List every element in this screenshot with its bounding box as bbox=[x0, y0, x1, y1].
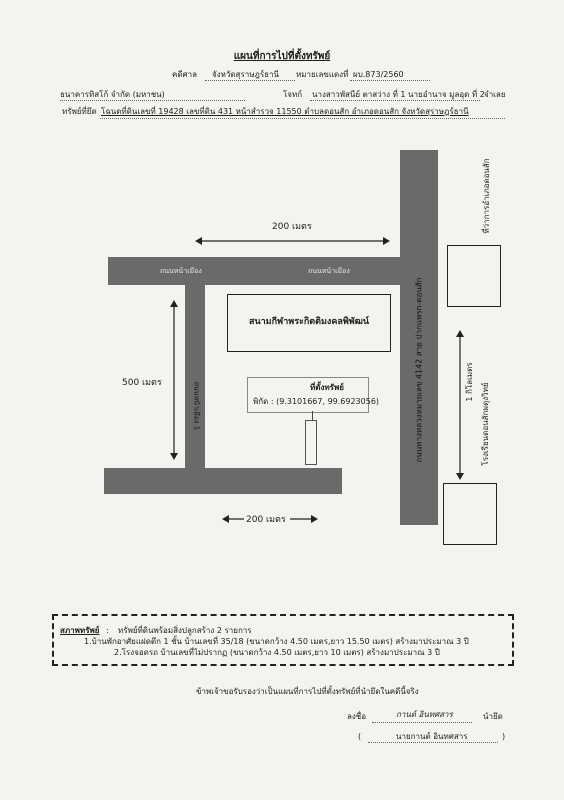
condition-intro: ทรัพย์ที่ดินพร้อมสิ่งปลูกสร้าง 2 รายการ bbox=[118, 626, 252, 635]
distance-right-arrow bbox=[454, 330, 466, 480]
signature-line bbox=[372, 722, 472, 723]
distance-bottom-label: 200 เมตร bbox=[246, 515, 286, 525]
condition-label: สภาพทรัพย์ bbox=[60, 626, 100, 635]
signer-role: นำยึด bbox=[483, 712, 503, 721]
certify-text: ข้าพเจ้าขอรับรองว่าเป็นแผนที่การไปที่ตั้งทรัพย์ที่นำยึดในคดีนี้จริง bbox=[196, 687, 419, 696]
distance-bottom-arrow-left bbox=[222, 513, 244, 525]
road-bottom bbox=[104, 468, 342, 494]
distance-top-arrow bbox=[195, 235, 390, 247]
case-value: ผบ.873/2560 bbox=[353, 70, 404, 79]
road-na-mueang bbox=[108, 257, 438, 285]
district-office-label: ที่ว่าการอำเภอดอนสัก bbox=[482, 158, 491, 234]
printed-name-line bbox=[368, 742, 498, 743]
condition-item-1: 1.บ้านพักอาศัยแฝดตึก 1 ชั้น บ้านเลขที่ 35/18 (ขนาดกว้าง 4.50 เมตร,ยาว 15.50 เมตร) สร้างมาประมาณ 3 ปี bbox=[84, 637, 469, 646]
distance-left-label: 500 เมตร bbox=[122, 378, 162, 388]
court-underline bbox=[205, 80, 295, 81]
defendant-suffix: จำเลย bbox=[484, 90, 506, 99]
stadium-box bbox=[227, 294, 391, 352]
defendant-value: นางสาวพัสนีย์ ตาสว่าง ที่ 1 นายอำนาจ มูลอุด ที่ 2 bbox=[312, 90, 485, 99]
close-paren: ) bbox=[502, 732, 506, 741]
road-label-top-right: ถนนหน้าเมือง bbox=[308, 267, 350, 275]
defendant-underline bbox=[310, 100, 480, 101]
stadium-label: สนามกีฬาพระกิตติมงคลพิพัฒน์ bbox=[248, 317, 370, 327]
road-na-mueang-1 bbox=[185, 285, 205, 468]
property-parcel bbox=[305, 420, 317, 465]
condition-item-2: 2.โรงจอดรถ บ้านเลขที่ไม่ปรากฏ (ขนาดกว้าง 4.50 เมตร,ยาว 10 เมตร) สร้างมาประมาณ 3 ปี bbox=[114, 648, 440, 657]
sign-label: ลงชื่อ bbox=[347, 712, 367, 721]
defendant-label: โจทก์ bbox=[283, 90, 303, 99]
case-underline bbox=[350, 80, 430, 81]
court-value: จังหวัดสุราษฎร์ธานี bbox=[212, 70, 280, 79]
road-label-side: ถนนหน้าเมือง 1 bbox=[192, 381, 201, 431]
property-condition-box: สภาพทรัพย์ : ทรัพย์ที่ดินพร้อมสิ่งปลูกสร้าง 2 รายการ 1.บ้านพักอาศัยแฝดตึก 1 ชั้น บ้านเลขที่ 35/18 (ขนาดกว้าง 4.50 เมตร,ยาว 15.50 เมตร) สร้างมาประมาณ 3 ปี 2.โรงจอดรถ บ้านเลขที่ไม่ปรากฏ (ขนาดกว้าง 4.50 เมตร,ยาว 10 เมตร) สร้างมาประมาณ 3 ปี bbox=[52, 614, 514, 666]
signature: กานต์ อินทศสาร bbox=[396, 710, 453, 719]
property-underline bbox=[100, 118, 505, 119]
school-label: โรงเรียนดอนสักผดุงวิทย์ bbox=[481, 382, 490, 466]
distance-bottom-arrow-right bbox=[290, 513, 318, 525]
school-box bbox=[443, 483, 497, 545]
road-label-top-left: ถนนหน้าเมือง bbox=[160, 267, 202, 275]
open-paren: ( bbox=[358, 732, 362, 741]
printed-name: นายกานต์ อินทศสาร bbox=[396, 732, 468, 741]
court-label: คดีศาล bbox=[172, 70, 198, 79]
highway-label: ถนนทางหลวงหมายเลข 4142 สาย ปากแพรก-ดอนสัก bbox=[414, 277, 424, 463]
plaintiff-underline bbox=[60, 100, 245, 101]
property-coords: พิกัด : (9.3101667, 99.6923056) bbox=[253, 397, 380, 406]
property-value: โฉนดที่ดินเลขที่ 19428 เลขที่ดิน 431 หน้าสำรวจ 11550 ตำบลดอนสัก อำเภอดอนสัก จังหวัดสุราษฎร์ธานี bbox=[101, 107, 469, 116]
distance-top-label: 200 เมตร bbox=[272, 222, 312, 232]
case-label: หมายเลขแดงที่ bbox=[296, 70, 349, 79]
distance-left-arrow bbox=[168, 300, 180, 460]
district-office-box bbox=[447, 245, 501, 307]
distance-right-label: 1 กิโลเมตร bbox=[465, 362, 474, 402]
property-title: ที่ตั้งทรัพย์ bbox=[310, 383, 344, 392]
plaintiff-value: ธนาคารทิสโก้ จำกัด (มหาชน) bbox=[60, 90, 165, 99]
page-title: แผนที่การไปที่ตั้งทรัพย์ bbox=[233, 51, 331, 62]
property-label: ทรัพย์ที่ยึด bbox=[62, 107, 97, 116]
property-callout bbox=[247, 377, 380, 413]
